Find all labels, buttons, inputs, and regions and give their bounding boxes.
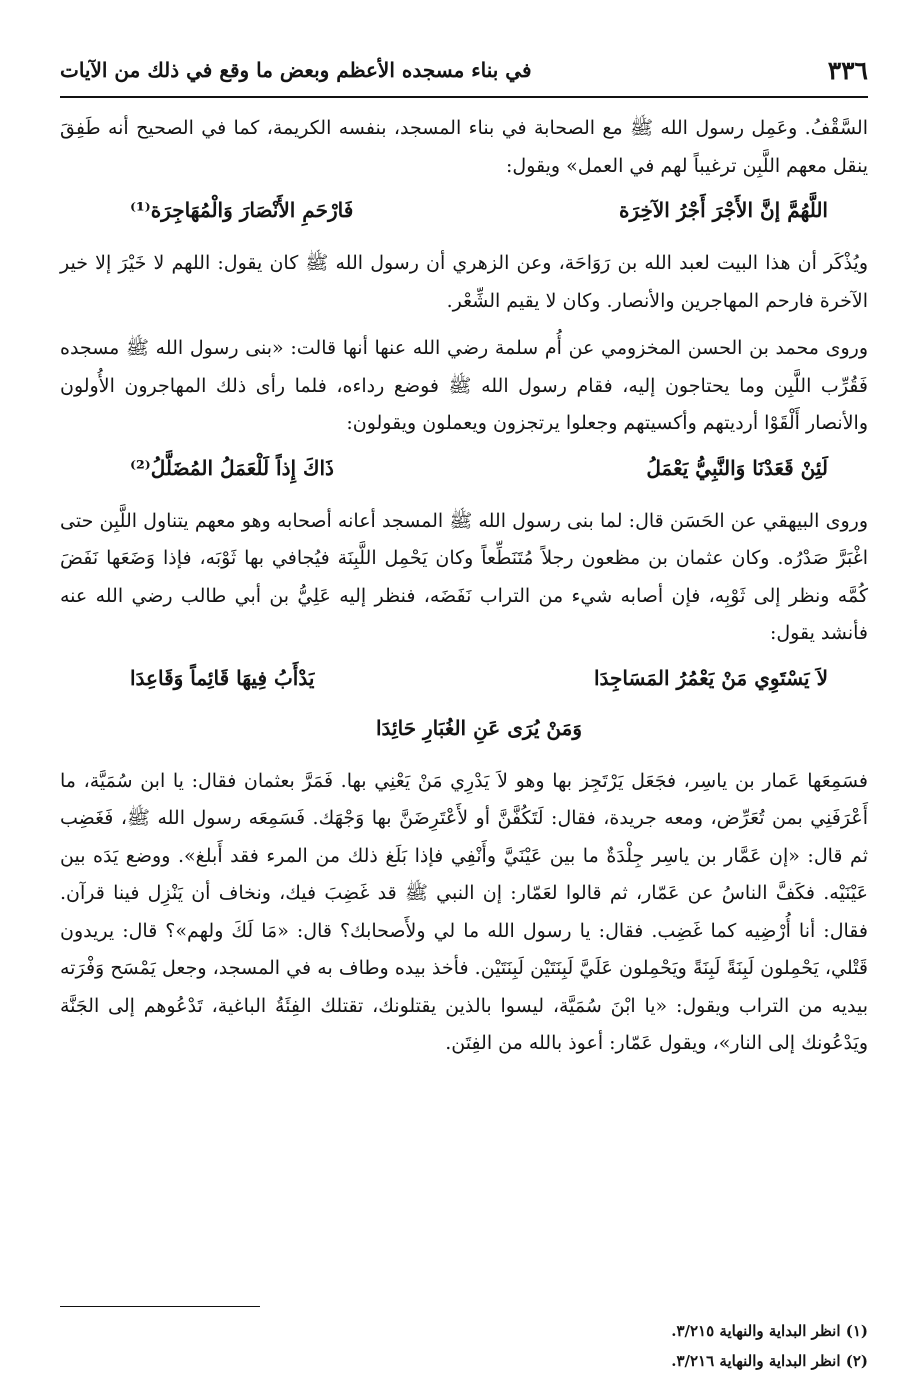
paragraph: وروى البيهقي عن الحَسَن قال: لما بنى رسول الله ﷺ المسجد أعانه أصحابه وهو معهم يتناول اللَّبِن حتى اغْبَرَّ صَدْرُه. وكان عثمان بن مظعون رجلاً مُتَنَطِّعاً وكان يَحْمِل اللَّبِنَة فيُجافي بها ثَوْبَه، فإذا وَضَعَها نَفَضَ كُمَّه ونظر إلى ثَوْبِه، فإن أصابه شيء من التراب نَفَضَه، فنظر إليه عَلِيُّ بن أبي طالب رضي الله عنه فأنشد يقول: — [60, 509, 868, 644]
verse-line — [60, 703, 868, 753]
verse-line — [60, 653, 868, 703]
verse-hemistich-left: فَارْحَمِ الأَنْصَارَ وَالْمُهَاجِرَة⁽¹⁾ — [130, 198, 354, 222]
verse-hemistich-right: اللَّهُمَّ إنَّ الأَجْرَ أَجْرُ الآخِرَة — [618, 198, 828, 222]
verse-hemistich-left: يَدْأَبُ فِيهَا قَائِماً وَقَاعِدَا — [130, 665, 315, 690]
footnote: (١) انظر البداية والنهاية ٣/٢١٥. — [671, 1322, 868, 1340]
book-page — [60, 48, 868, 1370]
paragraph: فسَمِعَها عَمار بن ياسِر، فجَعَل يَرْتَجِز بها وهو لاَ يَدْرِي مَنْ يَعْنِي بها. فَمَرَّ بعثمان فقال: يا ابن سُمَيَّة، ما أَعْرَفَنِي بمن تُعَرِّض، ومعه جريدة، فقال: لَتَكُفَّنَّ أو لأَعْتَرِضَنَّ بها وَجْهَك. فَسَمِعَه رسول الله ﷺ، فَغَضِب ثم قال: «إن عَمَّار بن ياسِر جِلْدَةٌ ما بين عَيْنَيَّ وأَنْفِي فإذا بَلَغ ذلك من المرء فقد أَبلغ». ووضع يَدَه بين عَيْنَيْه. فكَفَّ الناسُ عن عَمّار، ثم قالوا لعَمّار: إن النبي ﷺ قد غَضِبَ فيك، ونخاف أن يَنْزِل فينا قرآن. فقال: أنا أُرْضِيه كما غَضِب. فقال: يا رسول الله ما لي ولأَصحابك؟ قال: «مَا لَكَ ولهم»؟ قال: يريدون قَتْلي، يَحْمِلون لَبِنَةً لَبِنَةً ويَحْمِلون عَلَيَّ لَبِنَتَيْن لَبِنَتَيْن. فأخذ بيده وطاف به في المسجد، وجعل يَمْسَح وَفْرَته بيديه من التراب ويقول: «يا ابْنَ سُمَيَّة، ليسوا بالذين يقتلونك، تقتلك الفِئَةُ الباغية، تَدْعُوهم إلى الجَنَّة ويَدْعُونك إلى النار»، ويقول عَمّار: أعوذ بالله من الفِتَن. — [60, 769, 868, 1054]
footnote: (٢) انظر البداية والنهاية ٣/٢١٦. — [671, 1352, 868, 1370]
body-text — [60, 110, 868, 1063]
verse-hemistich-right: لاَ يَسْتَوِي مَنْ يَعْمُرُ المَسَاجِدَا — [593, 665, 828, 690]
paragraph: ويُذْكَر أن هذا البيت لعبد الله بن رَوَاحَة، وعن الزهري أن رسول الله ﷺ كان يقول: اللهم لا خَيْرَ إلا خير الآخرة فارحم المهاجرين والأنصار. وكان لا يقيم الشِّعْر. — [60, 252, 868, 312]
verse-hemistich-left: ذَاكَ إِذاً لَلْعَمَلُ المُضَلَّلُ⁽²⁾ — [130, 455, 334, 480]
page-number: ٣٣٦ — [827, 56, 868, 85]
paragraph: وروى محمد بن الحسن المخزومي عن أُم سلمة رضي الله عنها أنها قالت: «بنى رسول الله ﷺ مسجده فَقُرِّب اللَّبِن وما يحتاجون إليه، فقام رسول الله ﷺ فوضع رداءه، فلما رأى ذلك المهاجرون الأُولون والأنصار أَلْقَوْا أرديتهم وأكسيتهم وجعلوا يرتجزون ويعملون ويقولون: — [60, 337, 868, 434]
paragraph: السَّقْفُ. وعَمِل رسول الله ﷺ مع الصحابة في بناء المسجد، بنفسه الكريمة، كما في الصحيح أنه طَفِقَ ينقل معهم اللَّبِن ترغيباً لهم في العمل» ويقول: — [60, 117, 868, 177]
verse-line — [60, 443, 868, 493]
verse-hemistich-center: وَمَنْ يُرَى عَنِ الغُبَارِ حَائِدَا — [375, 715, 583, 740]
page-header — [60, 48, 868, 98]
running-title: في بناء مسجده الأعظم وبعض ما وقع في ذلك من الآيات — [60, 58, 532, 82]
verse-hemistich-right: لَئِنْ قَعَدْنَا وَالنَّبِيُّ يَعْمَلُ — [646, 455, 828, 480]
verse-line — [60, 185, 868, 235]
footnote-separator — [60, 1306, 260, 1307]
footnotes — [60, 1316, 868, 1376]
